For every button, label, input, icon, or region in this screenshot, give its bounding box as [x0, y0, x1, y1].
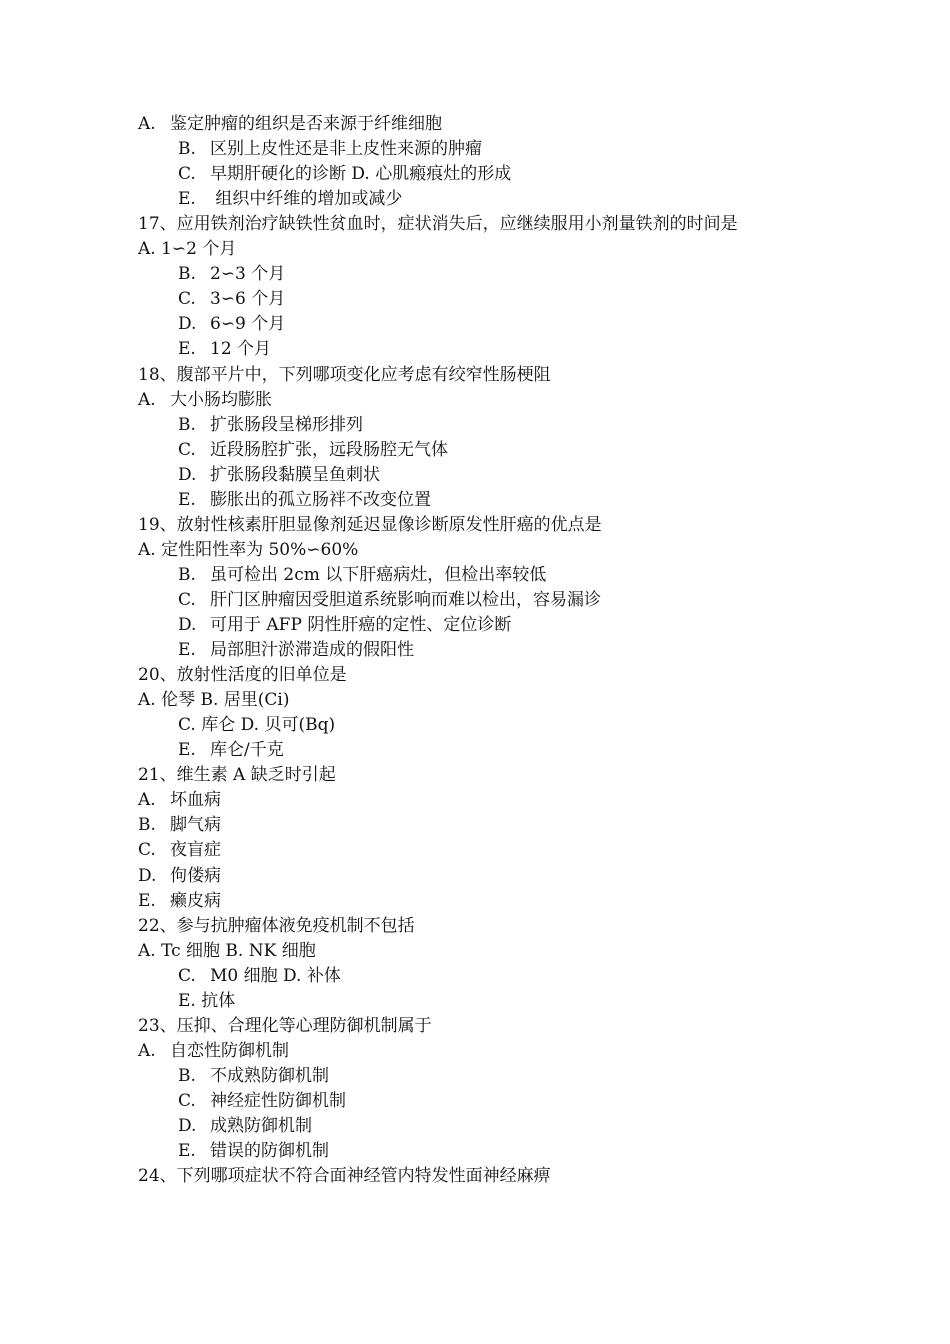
line-text: M0 细胞 D. 补体 — [210, 966, 341, 986]
line-text: 错误的防御机制 — [210, 1141, 329, 1161]
document-line — [178, 1065, 329, 1087]
option-label: B. — [178, 139, 196, 159]
line-text: 膨胀出的孤立肠袢不改变位置 — [210, 490, 431, 510]
line-text: 自恋性防御机制 — [170, 1041, 289, 1061]
document-line — [178, 288, 285, 310]
line-text: 脚气病 — [170, 815, 221, 835]
document-line — [178, 313, 285, 335]
option-label: C. — [138, 840, 156, 860]
document-line — [138, 1040, 289, 1062]
document-line — [178, 138, 482, 160]
option-label: D. — [178, 1116, 197, 1136]
document-line — [178, 714, 335, 736]
document-line — [178, 589, 601, 611]
document-line — [178, 990, 235, 1012]
option-label: D. — [178, 314, 197, 334]
line-text: 可用于 AFP 阴性肝癌的定性、定位诊断 — [210, 615, 512, 635]
document-line — [178, 614, 511, 636]
option-label: B. — [178, 1066, 196, 1086]
line-text: A. 伦琴 B. 居里(Ci) — [138, 690, 290, 710]
line-text: 夜盲症 — [170, 840, 221, 860]
document-line — [178, 263, 285, 285]
document-line — [138, 364, 551, 386]
document-line — [138, 789, 221, 811]
line-text: 组织中纤维的增加或减少 — [210, 189, 403, 209]
document-line — [138, 1015, 432, 1037]
document-line — [178, 739, 284, 761]
document-line — [178, 1115, 312, 1137]
option-label: E. — [138, 891, 156, 911]
line-text: 22、参与抗肿瘤体液免疫机制不包括 — [138, 916, 415, 936]
document-line — [138, 389, 272, 411]
option-label: C. — [178, 164, 196, 184]
option-label: A. — [138, 114, 156, 134]
line-text: 大小肠均膨胀 — [170, 390, 272, 410]
document-line — [138, 1165, 551, 1187]
document-line — [178, 564, 546, 586]
line-text: 局部胆汁淤滞造成的假阳性 — [210, 640, 414, 660]
document-line — [138, 539, 358, 561]
option-label: E. — [178, 189, 196, 209]
document-line — [138, 915, 415, 937]
option-label: B. — [178, 415, 196, 435]
document-line — [138, 689, 290, 711]
line-text: E. 抗体 — [178, 991, 236, 1011]
option-label: D. — [138, 866, 157, 886]
option-label: E. — [178, 490, 196, 510]
line-text: 19、放射性核素肝胆显像剂延迟显像诊断原发性肝癌的优点是 — [138, 515, 602, 535]
document-line — [178, 489, 431, 511]
line-text: 鉴定肿瘤的组织是否来源于纤维细胞 — [170, 114, 442, 134]
line-text: 21、维生素 A 缺乏时引起 — [138, 765, 336, 785]
document-line — [138, 764, 336, 786]
line-text: 虽可检出 2cm 以下肝癌病灶，但检出率较低 — [210, 565, 547, 585]
document-line — [178, 163, 511, 185]
option-label: C. — [178, 590, 196, 610]
document-line — [138, 113, 442, 135]
line-text: 12 个月 — [210, 339, 272, 359]
document-line — [138, 890, 221, 912]
line-text: 23、压抑、合理化等心理防御机制属于 — [138, 1016, 432, 1036]
option-label: B. — [138, 815, 156, 835]
line-text: 18、腹部平片中，下列哪项变化应考虑有绞窄性肠梗阻 — [138, 365, 551, 385]
line-text: 肝门区肿瘤因受胆道系统影响而难以检出，容易漏诊 — [210, 590, 601, 610]
option-label: B. — [178, 264, 196, 284]
line-text: A. 定性阳性率为 50%∽60% — [138, 540, 359, 560]
line-text: 佝偻病 — [170, 866, 221, 886]
document-line — [178, 1140, 329, 1162]
line-text: 17、应用铁剂治疗缺铁性贫血时，症状消失后，应继续服用小剂量铁剂的时间是 — [138, 214, 738, 234]
document-line — [138, 940, 316, 962]
option-label: C. — [178, 966, 196, 986]
line-text: 不成熟防御机制 — [210, 1066, 329, 1086]
document-line — [138, 839, 221, 861]
line-text: 2∽3 个月 — [210, 264, 286, 284]
document-line — [178, 639, 414, 661]
option-label: D. — [178, 465, 197, 485]
option-label: A. — [138, 790, 156, 810]
line-text: 早期肝硬化的诊断 D. 心肌瘢痕灶的形成 — [210, 164, 512, 184]
line-text: 扩张肠段黏膜呈鱼刺状 — [210, 465, 380, 485]
line-text: A. Tc 细胞 B. NK 细胞 — [138, 941, 316, 961]
option-label: E. — [178, 1141, 196, 1161]
document-line — [138, 213, 738, 235]
document-line — [178, 414, 363, 436]
line-text: 20、放射性活度的旧单位是 — [138, 665, 347, 685]
option-label: E. — [178, 640, 196, 660]
option-label: A. — [138, 1041, 156, 1061]
document-line — [178, 965, 341, 987]
document-line — [178, 188, 402, 210]
document-line — [138, 814, 221, 836]
document-line — [138, 865, 221, 887]
option-label: C. — [178, 440, 196, 460]
option-label: A. — [138, 390, 156, 410]
line-text: 近段肠腔扩张，远段肠腔无气体 — [210, 440, 448, 460]
option-label: E. — [178, 740, 196, 760]
line-text: 3∽6 个月 — [210, 289, 286, 309]
option-label: C. — [178, 1091, 196, 1111]
line-text: 坏血病 — [170, 790, 221, 810]
document-line — [138, 514, 602, 536]
line-text: 成熟防御机制 — [210, 1116, 312, 1136]
line-text: 区别上皮性还是非上皮性来源的肿瘤 — [210, 139, 482, 159]
document-line — [178, 439, 448, 461]
document-line — [178, 1090, 346, 1112]
option-label: E. — [178, 339, 196, 359]
line-text: 6∽9 个月 — [210, 314, 286, 334]
document-line — [178, 338, 271, 360]
document-line — [138, 664, 347, 686]
document-line — [138, 238, 236, 260]
option-label: D. — [178, 615, 197, 635]
line-text: A. 1∽2 个月 — [138, 239, 237, 259]
line-text: 癞皮病 — [170, 891, 221, 911]
line-text: 24、下列哪项症状不符合面神经管内特发性面神经麻痹 — [138, 1166, 551, 1186]
option-label: B. — [178, 565, 196, 585]
line-text: 神经症性防御机制 — [210, 1091, 346, 1111]
line-text: 扩张肠段呈梯形排列 — [210, 415, 363, 435]
option-label: C. — [178, 289, 196, 309]
line-text: 库仑/千克 — [210, 740, 284, 760]
line-text: C. 库仑 D. 贝可(Bq) — [178, 715, 336, 735]
document-line — [178, 464, 380, 486]
